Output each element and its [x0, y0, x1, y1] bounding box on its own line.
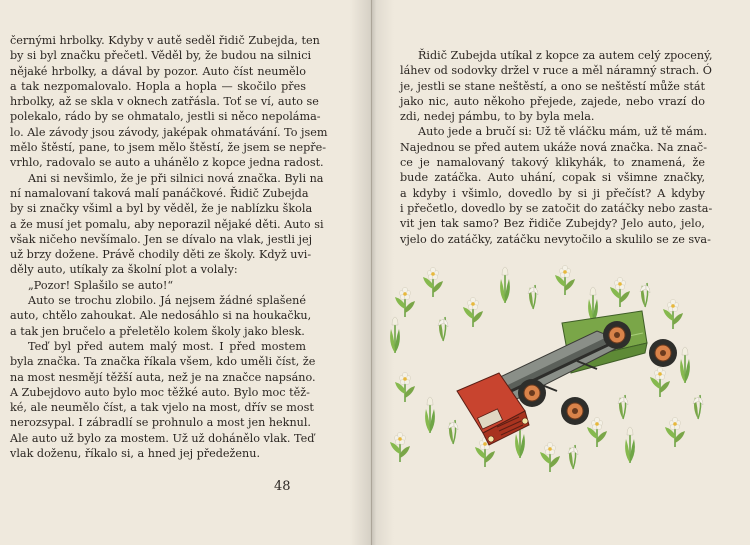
text-line: děly auto, utíkaly za školní plot a volaly: [10, 263, 238, 277]
text-line: a tak jen bručelo a přeletělo kolem školy jako blesk. [10, 324, 305, 338]
wheel [518, 379, 546, 407]
text-line: ce je namalovaný takový klikyhák, to znamená, že [400, 156, 705, 170]
text-line: Teď byl před autem malý most. I před mostem [28, 339, 306, 353]
left-page-text [10, 33, 328, 461]
text-line: už brzy dožene. Právě chodily děti ze školy. Když uvi- [10, 248, 312, 262]
text-line: „Pozor! Splašilo se auto!“ [28, 278, 174, 292]
text-line: však ničeho nevšímalo. Jen se dívalo na vlak, jestli jej [10, 232, 313, 246]
overturned-truck [457, 311, 677, 445]
text-line: vjelo do zatáčky, zatáčku nevytočilo a skulilo se ze sva- [400, 232, 711, 246]
page-number: 48 [274, 479, 291, 494]
text-line: ké, ale neumělo číst, a tak vjelo na most, dřív se most [10, 401, 314, 415]
text-line: vit jen tak samo? Bez řidiče Zubejdy? Jelo auto, jelo, [400, 217, 705, 231]
text-line: by si značky všiml a byl by věděl, že je nablízku škola [10, 202, 313, 216]
text-line: bude zatáčka. Auto uhání, copak si všimne značky, [400, 171, 705, 185]
wheel [603, 321, 631, 349]
text-line: na most nesmějí těžší auta, než je na značce napsáno. [10, 370, 316, 384]
text-line: hrbolky, až se skla v oknech zatřásla. Toť se ví, auto se [10, 95, 319, 109]
text-line: by si byl značku přečetl. Věděl by, že budou na silnici [10, 49, 312, 63]
text-line: láhev od sodovky držel v ruce a měl náramný strach. Ó [400, 64, 712, 78]
text-line: je, jestli se stane neštěstí, a ono se neštěstí může stát [400, 79, 705, 93]
text-line: ní namalovaní taková malí panáčkové. Řidič Zubejda [10, 186, 309, 200]
wheel [649, 339, 677, 367]
right-page-text [400, 48, 713, 247]
text-line: mělo štěstí, pane, to jsem mělo štěstí, že jsem se nepře- [10, 141, 327, 155]
text-line: a že musí jet pomalu, aby neporazil nějaké děti. Auto si [10, 217, 324, 231]
text-line: Auto jede a bručí si: Už tě vláčku mám, už tě mám. [418, 125, 708, 139]
overturned-truck-illustration [385, 255, 715, 480]
wheel [561, 397, 589, 425]
text-line: polekalo, rádo by se ohmatalo, jestli si něco nepoláma- [10, 110, 321, 124]
text-line: Řidič Zubejda utíkal z kopce za autem celý zpocený, [418, 49, 713, 62]
text-line: zdi, nedej pámbu, to by byla mela. [400, 110, 595, 124]
text-line: byla značka. Ta značka říkala všem, kdo uměli číst, že [10, 355, 316, 369]
text-line: lo. Ale závody jsou závody, jaképak ohmatávání. To jsem [10, 125, 328, 139]
text-line: Auto se trochu zlobilo. Já nejsem žádné splašené [28, 294, 306, 308]
text-line: černými hrbolky. Kdyby v autě seděl řidič Zubejda, ten [10, 34, 320, 47]
text-line: jako nic, auto někoho přejede, zajede, nebo vrazí do [400, 94, 705, 108]
text-line: a tak nezpomalovalo. Hopla a hopla — skočilo přes [10, 79, 306, 93]
text-line: a kdyby i všimlo, dovedlo by si ji přečíst? A kdyby [400, 186, 705, 200]
text-line: Ale auto už bylo za mostem. Už už dohánělo vlak. Teď [10, 431, 315, 445]
text-line: A Zubejdovo auto bylo moc těžké auto. Bylo moc těž- [10, 385, 310, 399]
text-line: Ani si nevšimlo, že je při silnici nová značka. Byli na [28, 171, 324, 185]
text-line: vrhlo, radovalo se auto a uhánělo z kopce jedna radost. [10, 156, 324, 170]
text-line: nerozsypal. I zábradlí se prohnulo a most jen heknul. [10, 416, 311, 430]
text-line: auto, chtělo zahoukat. Ale nedosáhlo si na houkačku, [10, 309, 312, 323]
text-line: vlak doženu, říkalo si, a hned jej předeženu. [10, 447, 260, 461]
text-line: Najednou se před autem ukáže nová značka. Na znač- [400, 140, 707, 154]
text-line: nějaké hrbolky, a dával by pozor. Auto číst neumělo [10, 64, 306, 78]
text-line: i přečetlo, dovedlo by se zatočit do zatáčky nebo zasta- [400, 201, 713, 215]
